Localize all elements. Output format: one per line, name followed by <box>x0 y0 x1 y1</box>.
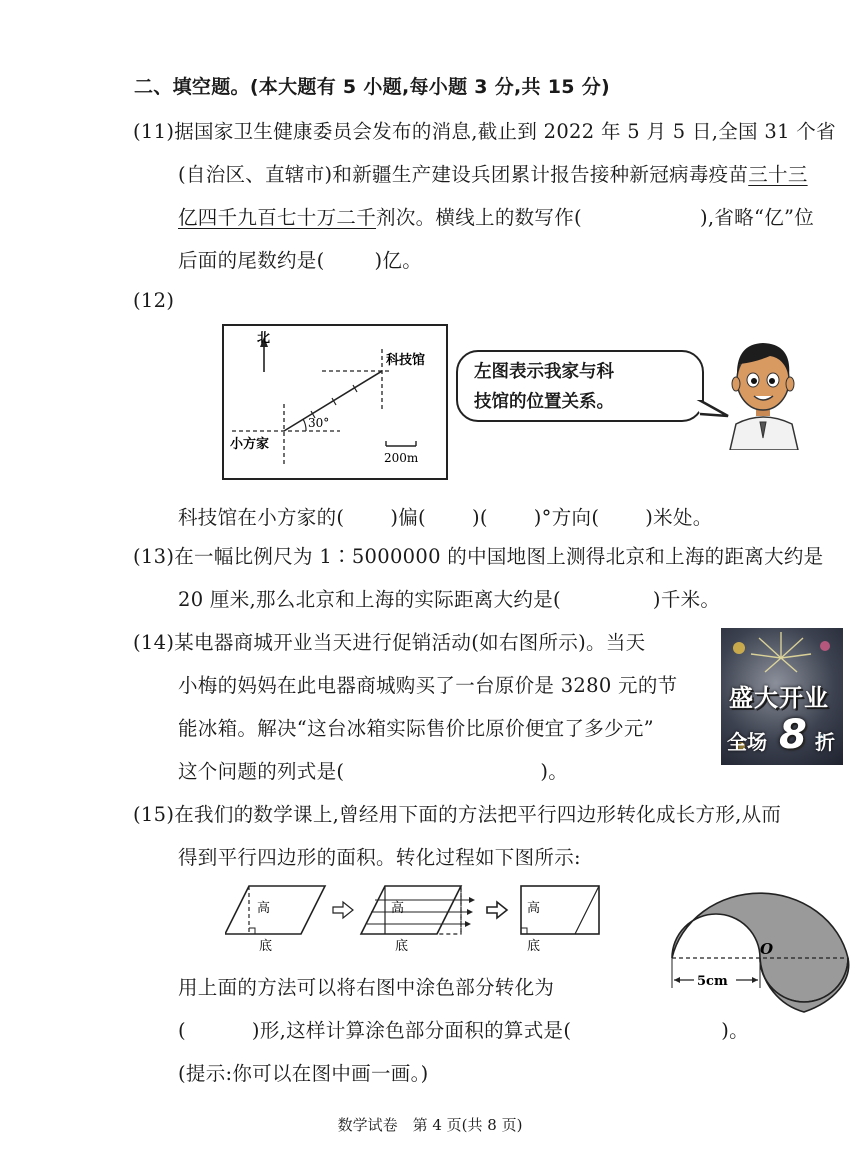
promo-title: 盛大开业 <box>729 684 829 712</box>
home-label: 小方家 <box>230 437 270 452</box>
scale-label: 200m <box>384 451 419 465</box>
location-map <box>222 324 448 480</box>
height-label-1: 高 <box>257 901 271 916</box>
q15-text4c: )。 <box>721 1019 749 1042</box>
shaded-circle-figure <box>664 870 854 1018</box>
q14-line2: 小梅的妈妈在此电器商城购买了一台原价是 3280 元的节 <box>178 674 678 697</box>
q13-text2a: 20 厘米,那么北京和上海的实际距离大约是( <box>178 588 561 611</box>
section-header <box>134 72 610 99</box>
q12-text-b: )偏( <box>390 506 426 529</box>
q12-answer-line <box>178 502 713 530</box>
q14-line3: 能冰箱。解决“这台冰箱实际售价比原价便宜了多少元” <box>178 717 654 740</box>
q11-text4a: 后面的尾数约是( <box>178 249 325 272</box>
bubble-line2: 技馆的位置关系。 <box>474 392 614 412</box>
q11-underlined-number-part1: 三十三 <box>748 163 808 186</box>
q15-line2: 得到平行四边形的面积。转化过程如下图所示: <box>178 846 581 869</box>
q13-line1 <box>133 541 823 569</box>
q11-text4b: )亿。 <box>374 249 423 272</box>
q11-number: (11) <box>133 120 175 143</box>
bubble-tail <box>690 394 730 420</box>
promo-sub1: 全场 <box>727 730 767 754</box>
q14-line4 <box>178 756 568 784</box>
page-footer: 数学试卷 第 4 页(共 8 页) <box>337 1116 523 1134</box>
q15-text1: 在我们的数学课上,曾经用下面的方法把平行四边形转化成长方形,从而 <box>174 803 782 826</box>
speech-bubble <box>456 350 704 422</box>
q15-line1 <box>133 799 781 827</box>
bubble-line1: 左图表示我家与科 <box>474 362 614 382</box>
base-label-3: 底 <box>527 939 541 952</box>
q15-line4 <box>178 1015 749 1043</box>
parallelogram <box>225 886 325 934</box>
radius-label: 5cm <box>697 974 728 989</box>
q15-text4b: )形,这样计算涂色部分面积的算式是( <box>251 1019 572 1042</box>
q12-number: (12) <box>133 289 175 312</box>
boy-cartoon <box>726 338 800 450</box>
q14-text4b: )。 <box>540 760 569 783</box>
q13-text2b: )千米。 <box>652 588 721 611</box>
promo-poster <box>721 628 843 765</box>
q11-line4 <box>178 245 422 273</box>
q12-text-a: 科技馆在小方家的( <box>178 506 345 529</box>
transformation-diagram <box>225 880 605 952</box>
promo-sub2: 折 <box>815 730 835 754</box>
height-label-2: 高 <box>391 901 405 916</box>
height-label-3: 高 <box>527 901 541 916</box>
q13-text1: 在一幅比例尺为 1∶5000000 的中国地图上测得北京和上海的距离大约是 <box>174 545 824 568</box>
section-title: 二、填空题。 <box>134 76 250 98</box>
arrow-2 <box>487 902 507 918</box>
q15-line3: 用上面的方法可以将右图中涂色部分转化为 <box>178 976 555 999</box>
museum-label: 科技馆 <box>386 353 426 368</box>
q11-text3b: ),省略“亿”位 <box>699 206 815 229</box>
q14-line1 <box>133 627 645 655</box>
q12-text-e: )米处。 <box>645 506 713 529</box>
arrow-1 <box>333 902 353 918</box>
q13-number: (13) <box>133 545 175 568</box>
base-label-2: 底 <box>395 939 409 952</box>
q14-text1: 某电器商城开业当天进行促销活动(如右图所示)。当天 <box>174 631 646 654</box>
q11-text3a: 剂次。横线上的数写作( <box>376 206 582 229</box>
q11-text1: 据国家卫生健康委员会发布的消息,截止到 2022 年 5 月 5 日,全国 31 个省 <box>174 120 836 143</box>
q13-line2 <box>178 584 720 612</box>
base-label-1: 底 <box>259 939 273 952</box>
q12-text-d: )°方向( <box>533 506 600 529</box>
q11-line2 <box>178 159 808 187</box>
q12-text-c: )( <box>471 506 488 529</box>
promo-discount-number: 8 <box>779 712 807 758</box>
center-label: O <box>760 940 774 958</box>
angle-label: 30° <box>308 416 330 430</box>
q11-underlined-number-part2: 亿四千九百七十万二千 <box>178 206 377 229</box>
q15-text4a: ( <box>178 1019 186 1042</box>
q11-line1 <box>133 116 836 144</box>
q11-line3 <box>178 202 814 230</box>
q14-number: (14) <box>133 631 175 654</box>
north-label: 北 <box>257 331 271 346</box>
q15-number: (15) <box>133 803 175 826</box>
q15-hint: (提示:你可以在图中画一画。) <box>178 1062 429 1085</box>
section-note: (本大题有 5 小题,每小题 3 分,共 15 分) <box>249 76 610 98</box>
q11-text2: (自治区、直辖市)和新疆生产建设兵团累计报告接种新冠病毒疫苗 <box>178 163 749 186</box>
q14-text4a: 这个问题的列式是( <box>178 760 345 783</box>
